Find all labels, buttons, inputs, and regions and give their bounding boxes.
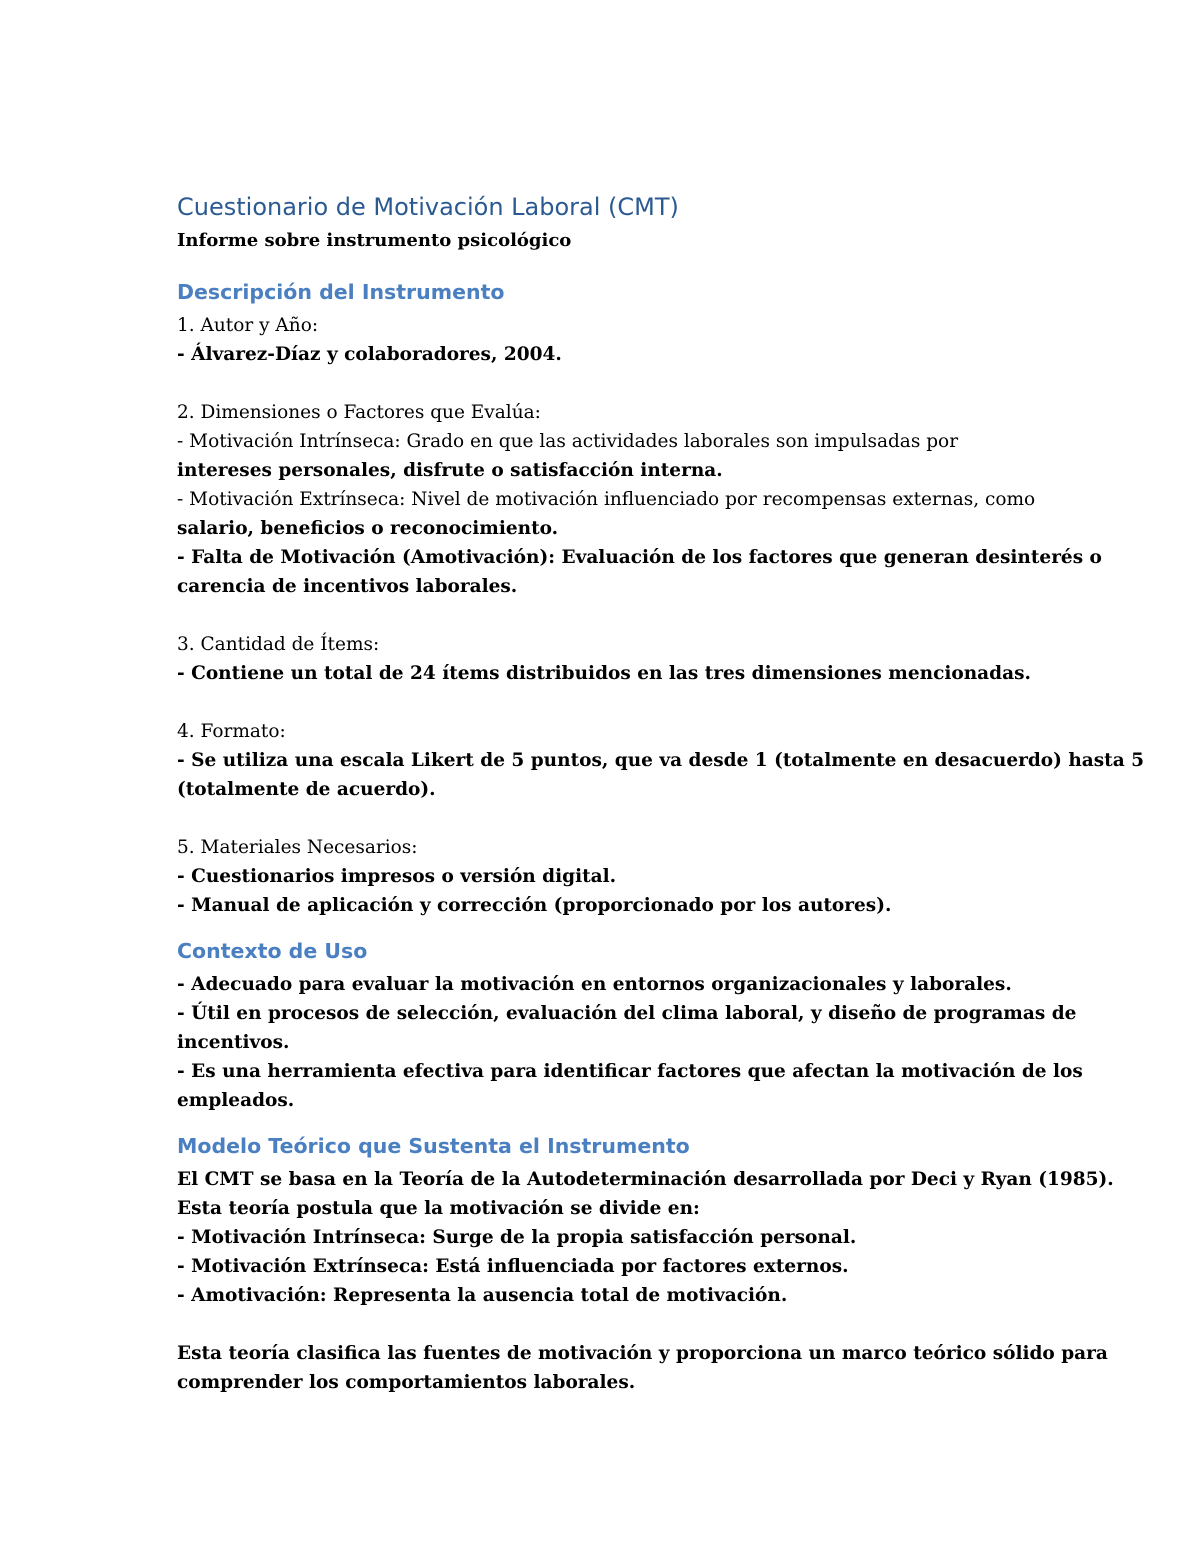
item-formato xyxy=(177,717,1145,804)
item-line: - Manual de aplicación y corrección (proporcionado por los autores). xyxy=(177,895,892,916)
item-label: 5. Materiales Necesarios: xyxy=(177,837,418,858)
model-closing-line: comprender los comportamientos laborales. xyxy=(177,1372,636,1393)
model-line: Esta teoría postula que la motivación se divide en: xyxy=(177,1198,700,1219)
model-line: - Motivación Extrínseca: Está influenciada por factores externos. xyxy=(177,1256,849,1277)
section-heading-description: Descripción del Instrumento xyxy=(177,280,505,304)
item-line: - Cuestionarios impresos o versión digital. xyxy=(177,866,617,887)
item-label: 2. Dimensiones o Factores que Evalúa: xyxy=(177,402,541,423)
model-block xyxy=(177,1165,1114,1310)
model-closing-block xyxy=(177,1339,1108,1397)
item-line: salario, beneficios o reconocimiento. xyxy=(177,518,559,539)
model-line: - Amotivación: Representa la ausencia total de motivación. xyxy=(177,1285,788,1306)
document-body xyxy=(177,190,1145,1397)
context-line: - Es una herramienta efectiva para identificar factores que afectan la motivación de los xyxy=(177,1061,1083,1082)
model-line: - Motivación Intrínseca: Surge de la propia satisfacción personal. xyxy=(177,1227,857,1248)
context-line: incentivos. xyxy=(177,1032,290,1053)
item-line: - Contiene un total de 24 ítems distribuidos en las tres dimensiones mencionadas. xyxy=(177,663,1031,684)
section-heading-model: Modelo Teórico que Sustenta el Instrumento xyxy=(177,1134,690,1158)
item-line: - Se utiliza una escala Likert de 5 puntos, que va desde 1 (totalmente en desacuerdo) hasta 5 xyxy=(177,750,1145,771)
context-block xyxy=(177,970,1083,1115)
item-cantidad-items xyxy=(177,630,1037,688)
item-materiales xyxy=(177,833,1037,920)
item-line: (totalmente de acuerdo). xyxy=(177,779,436,800)
item-line: - Falta de Motivación (Amotivación): Evaluación de los factores que generan desinterés o xyxy=(177,547,1102,568)
item-label: 3. Cantidad de Ítems: xyxy=(177,634,380,655)
context-line: empleados. xyxy=(177,1090,295,1111)
model-closing-line: Esta teoría clasifica las fuentes de motivación y proporciona un marco teórico sólido para xyxy=(177,1343,1108,1364)
item-line: intereses personales, disfrute o satisfacción interna. xyxy=(177,460,723,481)
item-line: carencia de incentivos laborales. xyxy=(177,576,518,597)
section-heading-context: Contexto de Uso xyxy=(177,939,368,963)
item-autor xyxy=(177,311,1037,369)
context-line: - Útil en procesos de selección, evaluación del clima laboral, y diseño de programas de xyxy=(177,1003,1077,1024)
item-line: - Motivación Intrínseca: Grado en que las actividades laborales son impulsadas por xyxy=(177,431,959,452)
item-dimensiones xyxy=(177,398,1102,601)
context-line: - Adecuado para evaluar la motivación en entornos organizacionales y laborales. xyxy=(177,974,1012,995)
document-subtitle: Informe sobre instrumento psicológico xyxy=(177,230,572,251)
item-label: 4. Formato: xyxy=(177,721,286,742)
item-line: - Álvarez-Díaz y colaboradores, 2004. xyxy=(177,344,562,365)
document-title: Cuestionario de Motivación Laboral (CMT) xyxy=(177,193,679,221)
item-line: - Motivación Extrínseca: Nivel de motivación influenciado por recompensas externas, como xyxy=(177,489,1036,510)
item-label: 1. Autor y Año: xyxy=(177,315,319,336)
model-line: El CMT se basa en la Teoría de la Autodeterminación desarrollada por Deci y Ryan (1985). xyxy=(177,1169,1114,1190)
